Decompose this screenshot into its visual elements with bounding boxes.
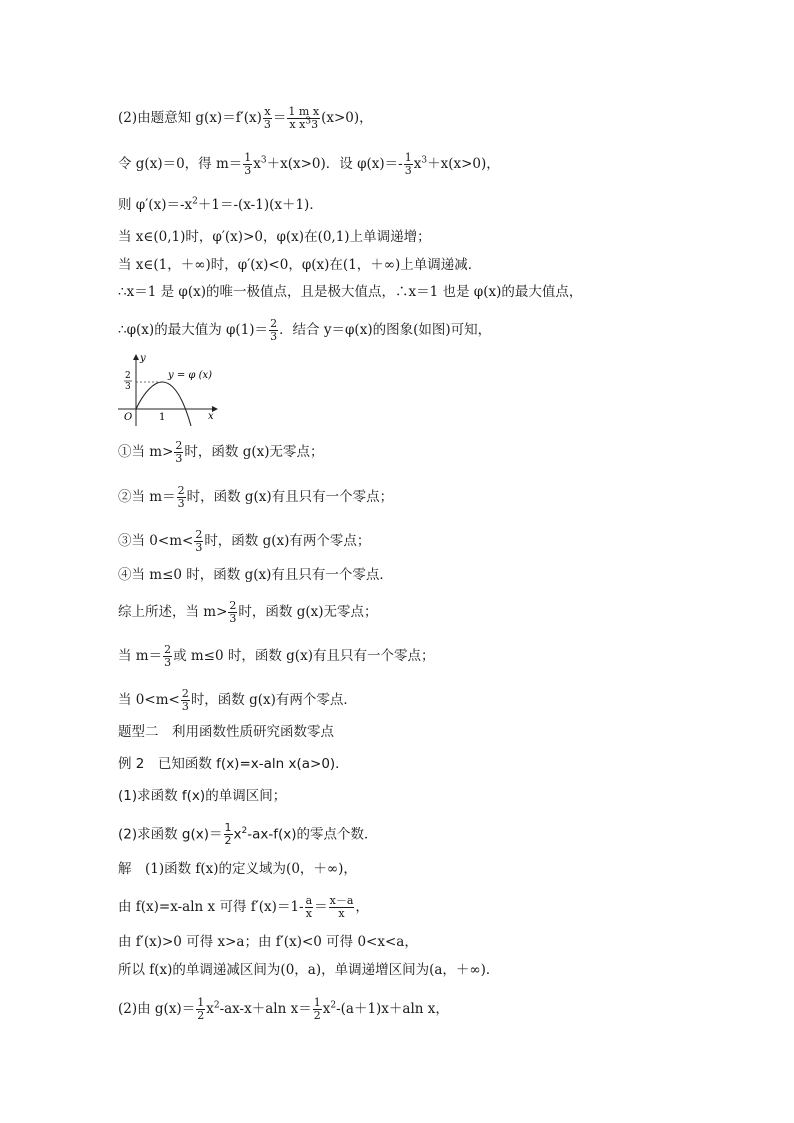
line-14 xyxy=(118,688,357,713)
fraction: $\frac{1}{2}$ xyxy=(197,996,205,1022)
text: ①当 m> xyxy=(118,444,174,460)
line-21: 由 f′(x)>0 可得 x>a；由 f′(x)<0 可得 0<x<a， xyxy=(118,934,418,950)
x-tick-label: 1 xyxy=(159,412,166,423)
fraction: $\frac{2}{3}$ xyxy=(229,599,237,625)
line-1 xyxy=(118,106,373,131)
line-2 xyxy=(118,152,500,177)
superscript: 2 xyxy=(192,196,198,207)
fraction: $\frac{a}{x}$ xyxy=(305,894,313,920)
fraction: $\frac{x}{3}$ xyxy=(263,105,271,131)
x-axis-label: x xyxy=(208,411,214,422)
text: x xyxy=(233,826,242,843)
superscript: 2 xyxy=(241,826,248,836)
text: 令 g(x)＝0，得 m＝ xyxy=(118,156,243,172)
origin-label: O xyxy=(124,412,133,423)
line-6: ∴x＝1 是 φ(x)的唯一极值点，且是极大值点，∴x＝1 也是 φ(x)的最大值点， xyxy=(118,284,583,300)
text: x xyxy=(253,156,261,172)
text: ③当 0<m< xyxy=(118,533,194,549)
text: ＝ xyxy=(314,899,328,915)
text: 当 m＝ xyxy=(118,648,163,664)
text: -ax-x＋aln x＝ xyxy=(219,1001,312,1017)
fraction: $\frac{2}{3}$ xyxy=(270,317,278,343)
text: 则 φ′(x)＝-x xyxy=(118,197,193,213)
superscript: 2 xyxy=(213,1000,220,1011)
fraction: $\frac{1}{3}$ xyxy=(244,151,252,177)
text: 综上所述，当 m> xyxy=(118,604,228,620)
text: ∴φ(x)的最大值为 φ(1)＝ xyxy=(118,322,269,338)
text: ＝ xyxy=(272,110,287,126)
text: -(a＋1)x＋aln x， xyxy=(336,1001,449,1017)
line-10 xyxy=(118,529,370,554)
line-12 xyxy=(118,600,378,625)
line-9 xyxy=(118,485,393,510)
text: ， xyxy=(355,899,369,915)
text: 时，函数 g(x)无零点； xyxy=(238,604,378,620)
text: 当 0<m< xyxy=(118,692,180,708)
line-20 xyxy=(118,895,369,920)
question-1: (1)求函数 f(x)的单调区间； xyxy=(118,788,287,804)
text: 时，函数 g(x)有两个零点； xyxy=(204,533,371,549)
text: 时，函数 g(x)无零点； xyxy=(184,444,324,460)
example-title: 例 2 已知函数 f(x)=x-aln x(a>0)． xyxy=(118,756,349,772)
line-7 xyxy=(118,318,491,343)
line-8 xyxy=(118,440,324,465)
section-heading: 题型二 利用函数性质研究函数零点 xyxy=(118,724,334,740)
text: (2)求函数 g(x)＝ xyxy=(118,826,223,843)
text: 或 m≤0 时，函数 g(x)有且只有一个零点； xyxy=(173,648,435,664)
text: x xyxy=(206,1001,214,1017)
y-axis-label: y xyxy=(140,353,146,364)
line-11: ④当 m≤0 时，函数 g(x)有且只有一个零点． xyxy=(118,567,393,583)
y-axis-arrow xyxy=(133,354,139,360)
fraction: $\frac{2}{3}$ xyxy=(164,643,172,669)
text: 时，函数 g(x)有两个零点． xyxy=(190,692,357,708)
text: 时，函数 g(x)有且只有一个零点； xyxy=(186,489,394,505)
fraction: $\frac{x-a}{x}$ xyxy=(329,894,354,920)
text: (x>0)， xyxy=(321,110,373,126)
fraction: $\frac{2}{3}$ xyxy=(175,439,183,465)
superscript: 3 xyxy=(421,155,428,166)
fraction: $\frac{1}{2}$ xyxy=(313,996,321,1022)
question-2 xyxy=(118,822,378,847)
line-22: 所以 f(x)的单调递减区间为(0，a)，单调递增区间为(a，＋∞)． xyxy=(118,962,500,978)
text: ＋x(x>0)， xyxy=(427,156,500,172)
y-tick-numerator: 2 xyxy=(125,371,131,381)
function-graph xyxy=(116,352,226,430)
text: -ax-f(x)的零点个数． xyxy=(247,826,378,843)
line-4: 当 x∈(0,1)时，φ′(x)>0，φ(x)在(0,1)上单调递增； xyxy=(118,229,431,245)
text: ＋x(x>0)．设 φ(x)＝- xyxy=(266,156,403,172)
text: (2)由题意知 g(x)＝f′(x) xyxy=(118,110,262,126)
text: (2)由 g(x)＝ xyxy=(118,1001,196,1017)
text: ②当 m＝ xyxy=(118,489,176,505)
text: x xyxy=(322,1001,331,1017)
text: 由 f(x)=x-aln x 可得 f′(x)＝1- xyxy=(118,899,304,915)
text: ＋1＝-(x-1)(x＋1)． xyxy=(197,197,323,213)
fraction: $\frac{2}{3}$ xyxy=(177,484,185,510)
fraction: $\frac{\text{1 m x}}{x x^33}$ xyxy=(288,105,320,131)
y-tick-denominator: 3 xyxy=(125,382,131,392)
superscript: 3 xyxy=(260,155,267,166)
fraction: $\frac{2}{3}$ xyxy=(195,528,203,554)
line-23 xyxy=(118,997,449,1022)
line-19: 解 (1)函数 f(x)的定义域为(0，＋∞)， xyxy=(118,861,357,877)
text: ．结合 y＝φ(x)的图象(如图)可知， xyxy=(279,322,492,338)
fraction: $\frac{2}{3}$ xyxy=(181,687,189,713)
fraction: $\frac{1}{3}$ xyxy=(404,151,412,177)
curve-label: y = φ (x) xyxy=(168,370,213,381)
superscript: 2 xyxy=(330,1000,337,1011)
line-13 xyxy=(118,644,434,669)
text: x xyxy=(413,156,422,172)
line-3 xyxy=(118,196,323,214)
line-5: 当 x∈(1，＋∞)时，φ′(x)<0，φ(x)在(1，＋∞)上单调递减． xyxy=(118,257,482,273)
fraction: $\frac{1}{2}$ xyxy=(224,821,232,847)
